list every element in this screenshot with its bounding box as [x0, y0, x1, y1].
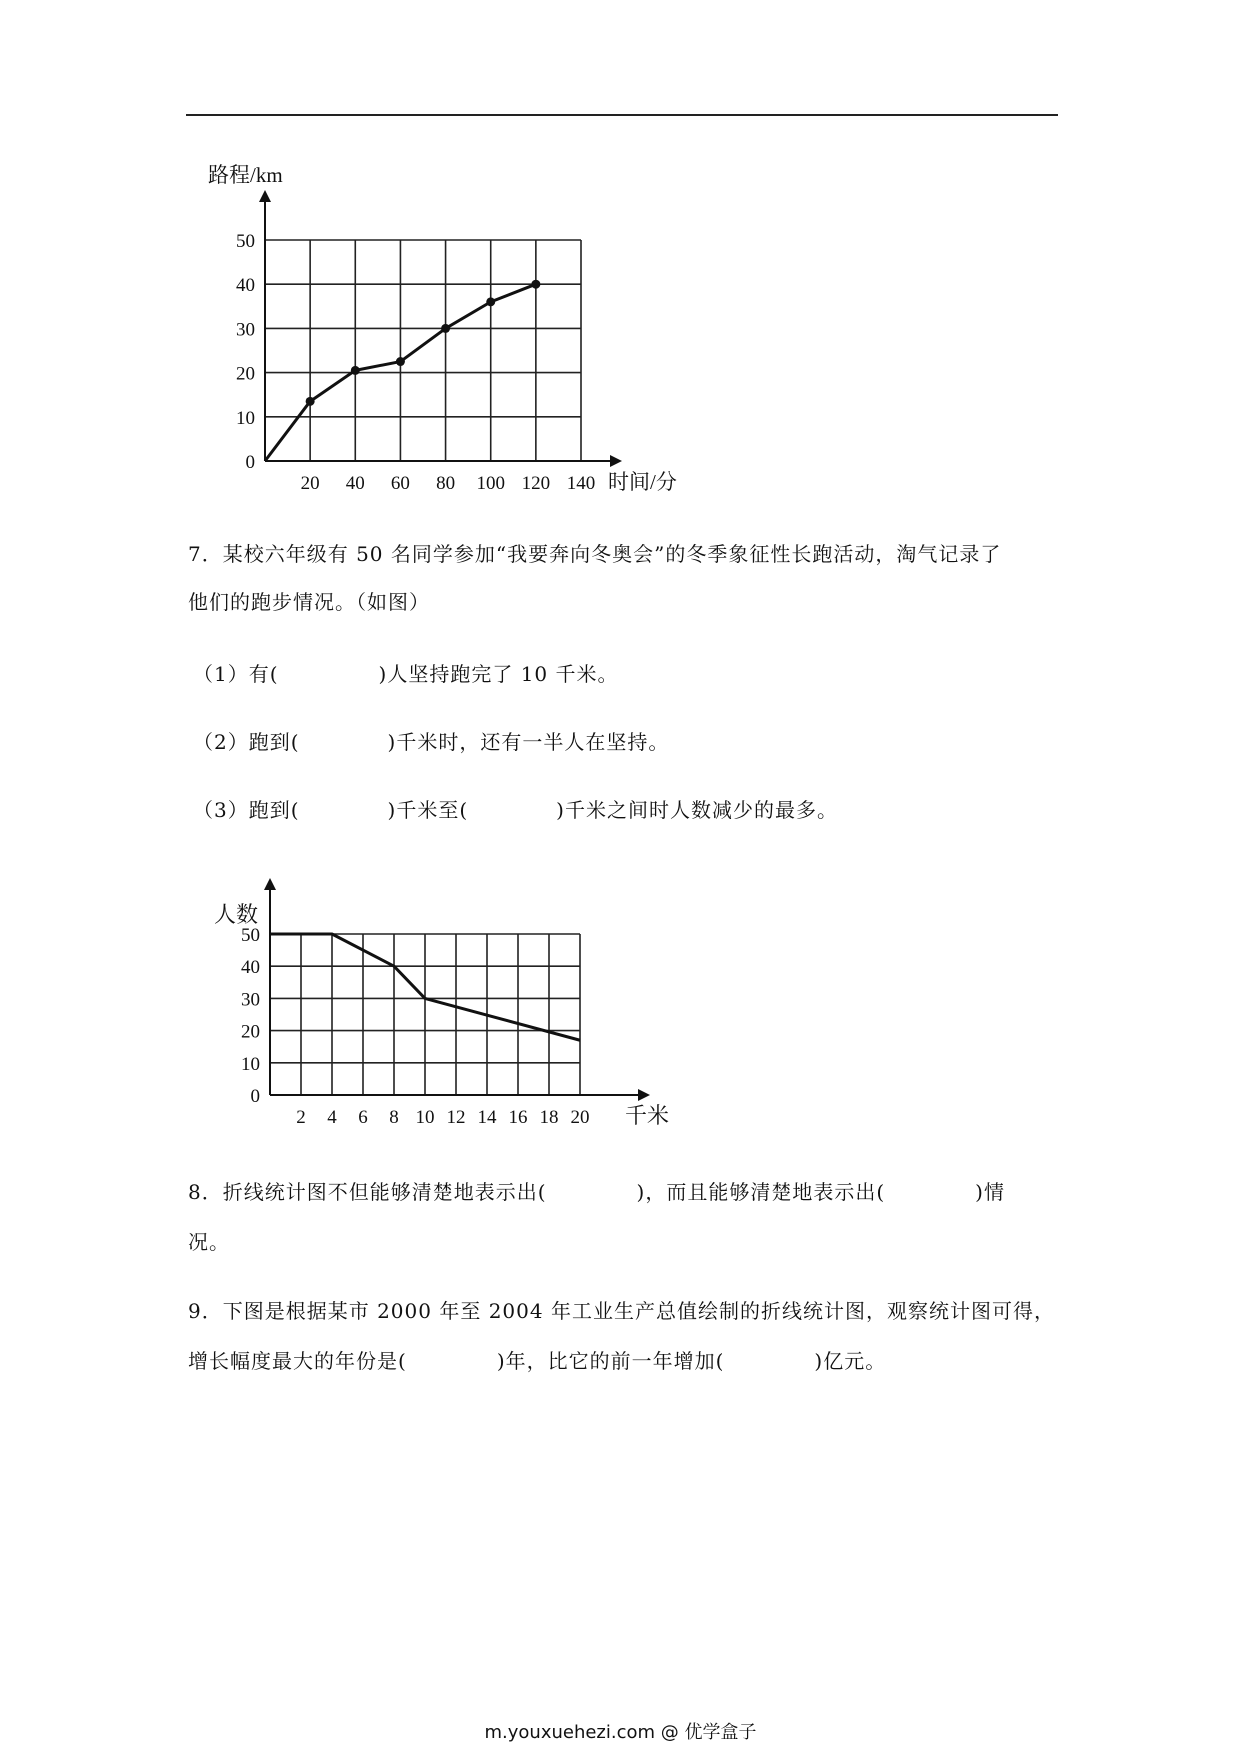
y-tick-label: 0: [250, 1086, 260, 1107]
y-tick-label: 40: [241, 957, 260, 979]
q8-middle: )，而且能够清楚地表示出(: [636, 1180, 886, 1204]
q7-sub3-suffix: )千米之间时人数减少的最多。: [556, 798, 838, 822]
x-tick-label: 20: [300, 473, 320, 494]
x-tick-label: 2: [296, 1107, 306, 1128]
x-tick-label: 10: [415, 1107, 435, 1128]
x-tick-label: 8: [389, 1107, 399, 1128]
y-axis-title: 路程/km: [208, 163, 283, 187]
q7-sub1-suffix: )人坚持跑完了 10 千米。: [378, 662, 619, 686]
q8-suffix: )情: [975, 1180, 1005, 1204]
q9-line1: 9．下图是根据某市 2000 年至 2004 年工业生产总值绘制的折线统计图，观察统计图可得，: [188, 1299, 1055, 1323]
q9-suffix: )亿元。: [814, 1349, 887, 1373]
people-km-chart: [0, 0, 700, 1164]
q9-middle: )年，比它的前一年增加(: [496, 1349, 725, 1373]
y-tick-label: 40: [236, 275, 255, 297]
x-tick-label: 4: [327, 1107, 337, 1128]
q7-sub3-prefix: （3）跑到(: [193, 798, 300, 822]
x-tick-label: 12: [446, 1107, 466, 1128]
y-axis-arrow: [264, 878, 276, 890]
y-tick-label: 20: [241, 1021, 260, 1043]
x-axis-title: 时间/分: [608, 470, 677, 494]
q9-prefix: 增长幅度最大的年份是(: [188, 1349, 407, 1373]
x-tick-label: 18: [539, 1107, 559, 1128]
x-tick-label: 80: [436, 473, 456, 494]
y-tick-label: 50: [241, 925, 260, 946]
x-tick-label: 16: [508, 1107, 528, 1128]
q7-sub2-prefix: （2）跑到(: [193, 730, 300, 754]
x-axis-title: 千米: [625, 1103, 670, 1128]
q9-line2: [188, 1347, 886, 1375]
q8-line2: 况。: [188, 1230, 230, 1254]
y-axis-title: 人数: [214, 902, 259, 927]
q7-line2: 他们的跑步情况。（如图）: [188, 590, 430, 614]
q7-sub2-suffix: )千米时，还有一半人在坚持。: [387, 730, 670, 754]
x-tick-label: 60: [390, 473, 410, 494]
footer-watermark: m.youxuehezi.com @ 优学盒子: [484, 1722, 757, 1743]
q7-line1: 7．某校六年级有 50 名同学参加“我要奔向冬奥会”的冬季象征性长跑活动，淘气记录了: [188, 542, 1002, 566]
y-tick-label: 10: [236, 407, 255, 429]
y-tick-label: 30: [241, 989, 260, 1011]
x-tick-label: 140: [566, 473, 596, 494]
q7-sub3-middle: )千米至(: [387, 798, 469, 822]
x-tick-label: 100: [476, 473, 505, 494]
x-tick-label: 40: [345, 473, 365, 494]
y-tick-label: 0: [245, 452, 255, 473]
x-tick-label: 120: [521, 473, 551, 494]
y-tick-label: 50: [236, 231, 255, 252]
people-km-chart-svg: [0, 0, 700, 1160]
q8-prefix: 8．折线统计图不但能够清楚地表示出(: [188, 1180, 547, 1204]
y-tick-label: 30: [236, 319, 255, 341]
q7-sub1-prefix: （1）有(: [193, 662, 279, 686]
x-axis-arrow: [638, 1089, 650, 1101]
x-tick-label: 20: [570, 1107, 590, 1128]
q8-line1: [188, 1178, 1005, 1206]
y-tick-label: 10: [241, 1053, 260, 1075]
x-tick-label: 6: [358, 1107, 368, 1128]
y-tick-label: 20: [236, 363, 255, 385]
x-tick-label: 14: [477, 1107, 497, 1128]
